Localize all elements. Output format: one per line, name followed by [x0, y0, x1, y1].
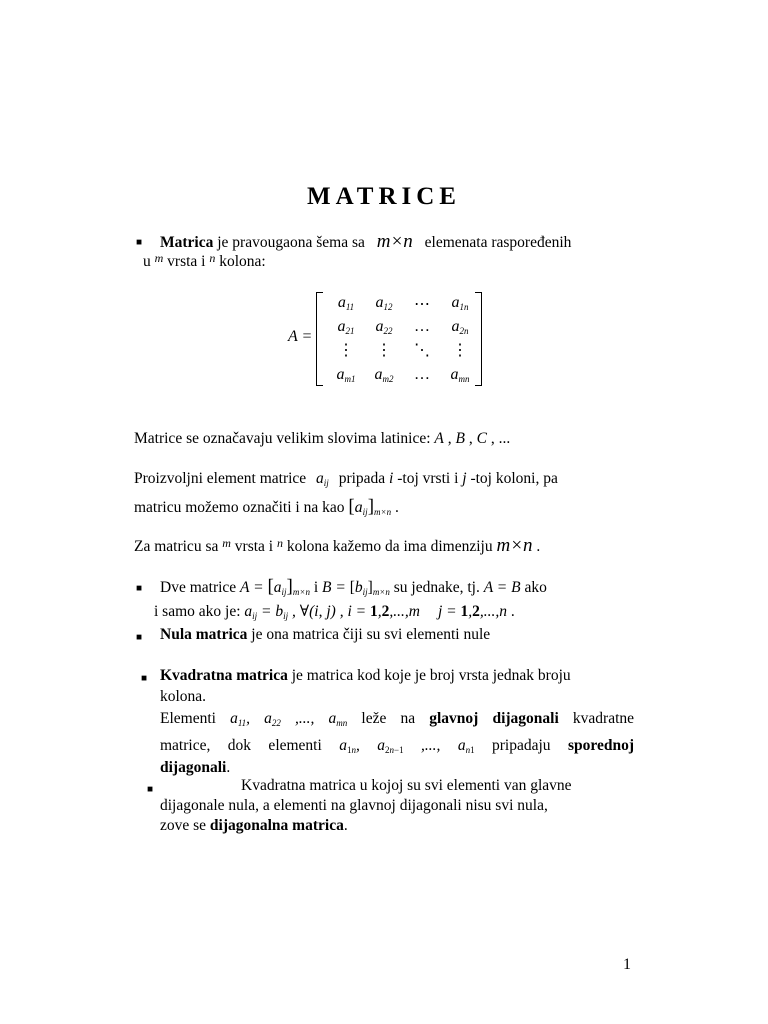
- paragraph-zero-matrix: [160, 626, 490, 644]
- text: i: [309, 579, 323, 596]
- math-forall: , ∀(i, j) ,: [288, 603, 348, 620]
- math-n: n: [276, 536, 283, 550]
- matrix-grid: [326, 288, 476, 388]
- math-j: j: [462, 470, 467, 487]
- math-m: m: [154, 251, 164, 265]
- matrix-cell: ⋯: [414, 296, 430, 313]
- math-C: C: [476, 430, 487, 447]
- matrix-cell: a22: [375, 318, 393, 336]
- paragraph-element: [134, 470, 558, 488]
- math-A-eq-B: A = B: [483, 579, 521, 596]
- text: kvadratne: [572, 710, 635, 727]
- text: u: [143, 253, 155, 270]
- bullet-icon: ■: [147, 784, 154, 795]
- text: dijagonale nula, a elementi na glavnoj dijagonali nisu svi nula,: [160, 797, 548, 814]
- matrix-display: [284, 288, 484, 388]
- term-dijagonali: dijagonali: [160, 759, 227, 776]
- text: -toj vrsti i: [393, 470, 463, 487]
- math-A-def: $A = [a_{ij}]_{m\times n}$: [240, 576, 310, 597]
- text: .: [343, 817, 348, 834]
- matrix-cell: a11: [337, 294, 355, 312]
- text: -toj koloni, pa: [466, 470, 558, 487]
- math-cond-aij-bij: $a_{ij} = b_{ij}$: [244, 603, 289, 621]
- text: zove se: [160, 817, 210, 834]
- paragraph-diagonal-matrix-line2: [160, 797, 548, 815]
- text: Proizvoljni element matrice: [134, 470, 311, 487]
- matrix-cell: ⋱: [414, 342, 430, 359]
- text: elemenata raspoređenih: [420, 234, 572, 251]
- paragraph-anti-diagonal-line2: [160, 759, 230, 777]
- paragraph-square-matrix: [160, 667, 571, 685]
- matrix-cell: $a_{2n}$: [451, 318, 469, 336]
- text: ako: [520, 579, 547, 596]
- text: Kvadratna matrica u kojoj su svi elementi van glavne: [241, 777, 572, 794]
- left-bracket: [316, 292, 323, 386]
- text: Elementi: [160, 710, 216, 727]
- page-number: 1: [623, 956, 631, 973]
- paragraph-diagonal-matrix-line3: [160, 817, 348, 835]
- paragraph-main-diagonal: [160, 710, 634, 728]
- math-A: A: [434, 430, 444, 447]
- text: .: [506, 603, 515, 620]
- matrix-cell: a12: [375, 294, 393, 312]
- text: je matrica kod koje je broj vrsta jednak broju: [287, 667, 571, 684]
- text: A =: [288, 328, 313, 345]
- paragraph-matrix-definition-line2: [143, 251, 266, 271]
- text: matricu možemo označiti i na kao: [134, 499, 349, 516]
- text: matrice, dok elementi: [160, 737, 322, 754]
- paragraph-dimension: [134, 535, 540, 557]
- paragraph-matrix-definition: [160, 231, 571, 253]
- text: leže na: [361, 710, 416, 727]
- math-aij: $a_{ij}$: [316, 470, 329, 488]
- text: Dve matrice: [160, 579, 241, 596]
- math-size: m×n: [496, 535, 533, 556]
- matrix-cell: $a_{1n}$: [451, 294, 469, 312]
- bullet-icon: ■: [141, 673, 148, 684]
- math-B: B: [455, 430, 465, 447]
- matrix-cell: ⋮: [452, 342, 468, 359]
- text: .: [391, 499, 399, 516]
- paragraph-square-matrix-line2: [160, 688, 206, 706]
- page-title: MATRICE: [307, 183, 461, 210]
- matrix-lhs: [288, 328, 312, 346]
- text: .: [226, 759, 231, 776]
- bullet-icon: ■: [136, 583, 143, 594]
- matrix-cell: $a_{mn}$: [450, 366, 470, 384]
- bullet-icon: ■: [136, 237, 143, 248]
- math-n: n: [209, 251, 216, 265]
- term-sporedna: sporednoj: [567, 737, 635, 754]
- paragraph-notation: Matrice se označavaju velikim slovima latinice: A , B , C , ...: [134, 430, 511, 447]
- term-kvadratna-matrica: Kvadratna matrica: [160, 667, 288, 684]
- math-diag-elements: a11, a22 ,..., $a_{mn}$: [230, 710, 348, 728]
- text: pripada: [334, 470, 390, 487]
- matrix-cell: a21: [337, 318, 355, 336]
- matrix-cell: ⋮: [338, 342, 354, 359]
- text: pripadaju: [492, 737, 551, 754]
- matrix-cell: …: [414, 318, 430, 335]
- term-nula-matrica: Nula matrica: [160, 626, 248, 643]
- paragraph-anti-diagonal: [160, 737, 634, 755]
- matrix-cell: …: [414, 366, 430, 383]
- text: je pravougaona šema sa: [213, 234, 369, 251]
- text: su jednake, tj.: [389, 579, 484, 596]
- math-B-def: $B = [b_{ij}]_{m\times n}$: [322, 579, 390, 597]
- text: .: [532, 538, 541, 555]
- math-size: m×n: [376, 231, 413, 252]
- term-dijagonalna-matrica: dijagonalna matrica: [209, 817, 344, 834]
- text: vrsta i: [163, 253, 210, 270]
- text: i samo ako je:: [154, 603, 245, 620]
- paragraph-diagonal-matrix: [241, 777, 572, 795]
- math-i-range: i = 1,2,...,m: [347, 603, 420, 620]
- paragraph-equality-line2: [154, 602, 515, 621]
- text: kolona kažemo da ima dimenziju: [282, 538, 497, 555]
- bullet-icon: ■: [136, 632, 143, 643]
- math-j-range: j = 1,2,...,n: [437, 603, 507, 620]
- math-i: i: [389, 470, 394, 487]
- term-matrica: Matrica: [160, 234, 214, 251]
- math-anti-elements: $a_{1n}$, $a_{2n-1}$ ,..., $a_{n1}$: [339, 737, 475, 755]
- text: kolona:: [215, 253, 266, 270]
- text: Matrice se označavaju velikim slovima latinice:: [134, 430, 435, 447]
- math-m: m: [222, 536, 231, 550]
- matrix-cell: $a_{m2}$: [374, 366, 394, 384]
- text: je ona matrica čiji su svi elementi nule: [247, 626, 491, 643]
- paragraph-element-line2: [134, 496, 399, 518]
- matrix-cell: $a_{m1}$: [336, 366, 356, 384]
- matrix-cell: ⋮: [376, 342, 392, 359]
- math-bracket-notation: $[a_{ij}]_{m\times n}$: [348, 496, 392, 517]
- text: kolona.: [160, 688, 207, 705]
- paragraph-equality: [160, 576, 547, 598]
- text: Za matricu sa: [134, 538, 223, 555]
- term-glavna-dijagonala: glavnoj dijagonali: [429, 710, 559, 727]
- text: vrsta i: [230, 538, 277, 555]
- text: , ...: [486, 430, 511, 447]
